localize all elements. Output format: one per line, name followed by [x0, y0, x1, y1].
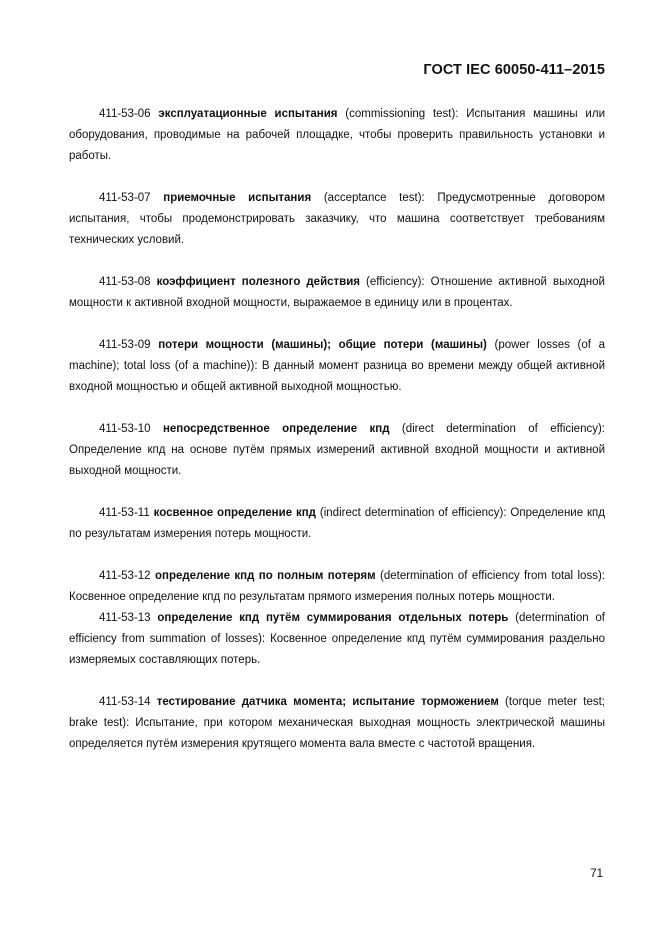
term-definition: (determination of efficiency from summation of losses): Косвенное определение кпд путём суммирования раздельно измеряемых составляющих потерь. [69, 612, 605, 666]
term-definition: (commissioning test): Испытания машины или оборудования, проводимые на рабочей площадке, чтобы проверить правильность установки и работы. [69, 108, 605, 162]
page-number: 71 [590, 868, 603, 880]
term-definition: (power losses (of a machine); total loss (of a machine)): В данный момент разница во времени между общей активной входной мощностью и общей активной выходной мощностью. [69, 339, 605, 393]
term-entry-411-53-11 [69, 503, 605, 545]
term-entry-411-53-08 [69, 272, 605, 314]
term-code: 411-53-14 [99, 696, 151, 708]
term-definition: (torque meter test; brake test): Испытание, при котором механическая выходная мощность электрической машины определяется путём измерения крутящего момента вала вместе с частотой вращения. [69, 696, 605, 750]
document-header: ГОСТ IEC 60050-411–2015 [423, 62, 605, 78]
term-entry-411-53-13 [69, 608, 605, 671]
term-title: коэффициент полезного действия [156, 276, 361, 288]
term-definition: (acceptance test): Предусмотренные договором испытания, чтобы продемонстрировать заказчику, что машина соответствует требованиям технических условий. [69, 192, 605, 246]
term-definition: (indirect determination of efficiency): Определение кпд по результатам измерения потерь мощности. [69, 507, 605, 540]
term-title: приемочные испытания [163, 192, 312, 204]
term-title: эксплуатационные испытания [158, 108, 338, 120]
term-entry-411-53-14 [69, 692, 605, 755]
term-code: 411-53-07 [99, 192, 151, 204]
term-code: 411-53-11 [99, 507, 150, 519]
term-title: непосредственное определение кпд [162, 423, 390, 435]
term-definition: (efficiency): Отношение активной выходной мощности к активной входной мощности, выражаемое в единицу или в процентах. [69, 276, 605, 309]
term-title: определение кпд по полным потерям [154, 570, 376, 582]
term-code: 411-53-12 [99, 570, 151, 582]
term-entry-411-53-10 [69, 419, 605, 482]
term-definition: (direct determination of efficiency): Определение кпд на основе путём прямых измерений активной входной мощности и активной выходной мощности. [69, 423, 605, 477]
term-title: косвенное определение кпд [153, 507, 316, 519]
term-title: потери мощности (машины); общие потери (машины) [158, 339, 487, 351]
term-entry-411-53-12 [69, 566, 605, 608]
term-code: 411-53-13 [99, 612, 151, 624]
term-code: 411-53-08 [99, 276, 151, 288]
document-body [69, 104, 605, 755]
term-code: 411-53-10 [99, 423, 151, 435]
term-code: 411-53-06 [99, 108, 151, 120]
term-entry-411-53-07 [69, 188, 605, 251]
term-definition: (determination of efficiency from total loss): Косвенное определение кпд по результатам прямого измерения полных потерь мощности. [69, 570, 605, 603]
term-entry-411-53-09 [69, 335, 605, 398]
term-title: тестирование датчика момента; испытание торможением [156, 696, 499, 708]
term-code: 411-53-09 [99, 339, 151, 351]
term-title: определение кпд путём суммирования отдельных потерь [157, 612, 509, 624]
term-entry-411-53-06 [69, 104, 605, 167]
